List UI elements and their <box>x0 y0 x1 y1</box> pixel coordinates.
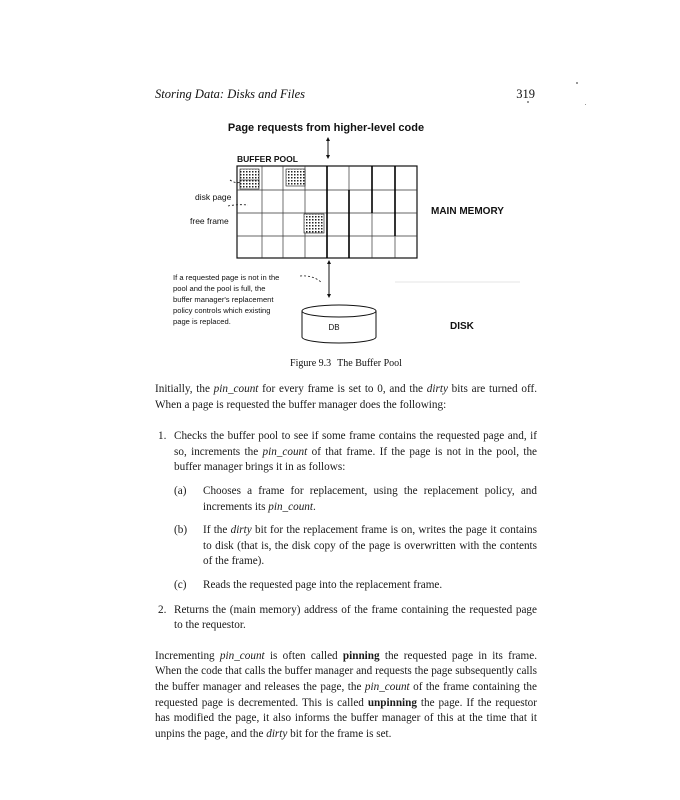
buffer-pool-figure <box>0 0 680 370</box>
disk-page-leader <box>230 180 241 183</box>
body-text <box>155 382 537 742</box>
list-item: 1. Checks the buffer pool to see if some frame contains the requested page and, if so, increments the pin_count of that frame. If the page is not in the pool, the buffer manager brings it in as follows: (a) Chooses a frame for replacement, using the replacement policy, and increments its pin_count. (b) If the dirty bit for the replacement frame is on, writes the page it contains to disk (that is, the disk copy of the page is overwritten with the contents of the frame). (c) Reads the requested page into the replacement frame. <box>155 429 537 593</box>
buffer-manager-steps <box>155 429 537 634</box>
paragraph-pinning: Incrementing pin_count is often called pinning the requested page in its frame. When the code that calls the buffer manager and requests the page subsequently calls the buffer manager and releases the page, the pin_count of the frame containing the requested page is decremented. This is called unpinning the page. If the requestor has modified the page, it also informs the buffer manager of this at the time that it unpins the page, and the dirty bit for the frame is set. <box>155 649 538 740</box>
main-memory-label: MAIN MEMORY <box>431 206 504 217</box>
note-line: If a requested page is not in the <box>173 273 280 282</box>
figure-caption <box>155 358 537 369</box>
caption-number: Figure 9.3 <box>290 358 332 369</box>
list-item: (a) Chooses a frame for replacement, using the replacement policy, and increments its pin_count. <box>174 484 537 513</box>
disk-label: DISK <box>450 321 474 332</box>
replacement-note <box>173 273 279 326</box>
caption-text: The Buffer Pool <box>337 358 402 369</box>
disk-page-label: disk page <box>195 192 232 202</box>
note-line: policy controls which existing <box>173 306 271 315</box>
buffer-pool-label: BUFFER POOL <box>237 154 298 164</box>
sub-steps <box>174 484 537 594</box>
db-cylinder <box>302 305 376 343</box>
running-head-title: Storing Data: Disks and Files <box>155 87 305 101</box>
occupied-frame <box>304 214 324 233</box>
note-line: pool and the pool is full, the <box>173 284 266 293</box>
free-frame-leader <box>228 205 248 206</box>
pool-thick-lines <box>327 166 395 258</box>
occupied-frame <box>286 169 305 186</box>
list-item: 2. Returns the (main memory) address of the frame containing the requested page to the requestor. <box>158 603 537 632</box>
list-item: (b) If the dirty bit for the replacement frame is on, writes the page it contains to disk (that is, the disk copy of the page is overwritten with the contents of the frame). <box>174 524 537 568</box>
page-number: 319 <box>516 87 535 101</box>
free-frame-label: free frame <box>190 216 229 226</box>
paragraph-intro: Initially, the pin_count for every frame is set to 0, and the dirty bits are turned off. When a page is requested the buffer manager does the following: <box>155 383 537 411</box>
figure-title: Page requests from higher-level code <box>227 122 425 134</box>
occupied-frame <box>240 180 259 189</box>
list-item: (c) Reads the requested page into the replacement frame. <box>174 578 443 591</box>
note-line: buffer manager's replacement <box>173 295 274 304</box>
note-line: page is replaced. <box>173 317 231 326</box>
note-leader <box>300 276 322 283</box>
db-label: DB <box>328 323 340 332</box>
